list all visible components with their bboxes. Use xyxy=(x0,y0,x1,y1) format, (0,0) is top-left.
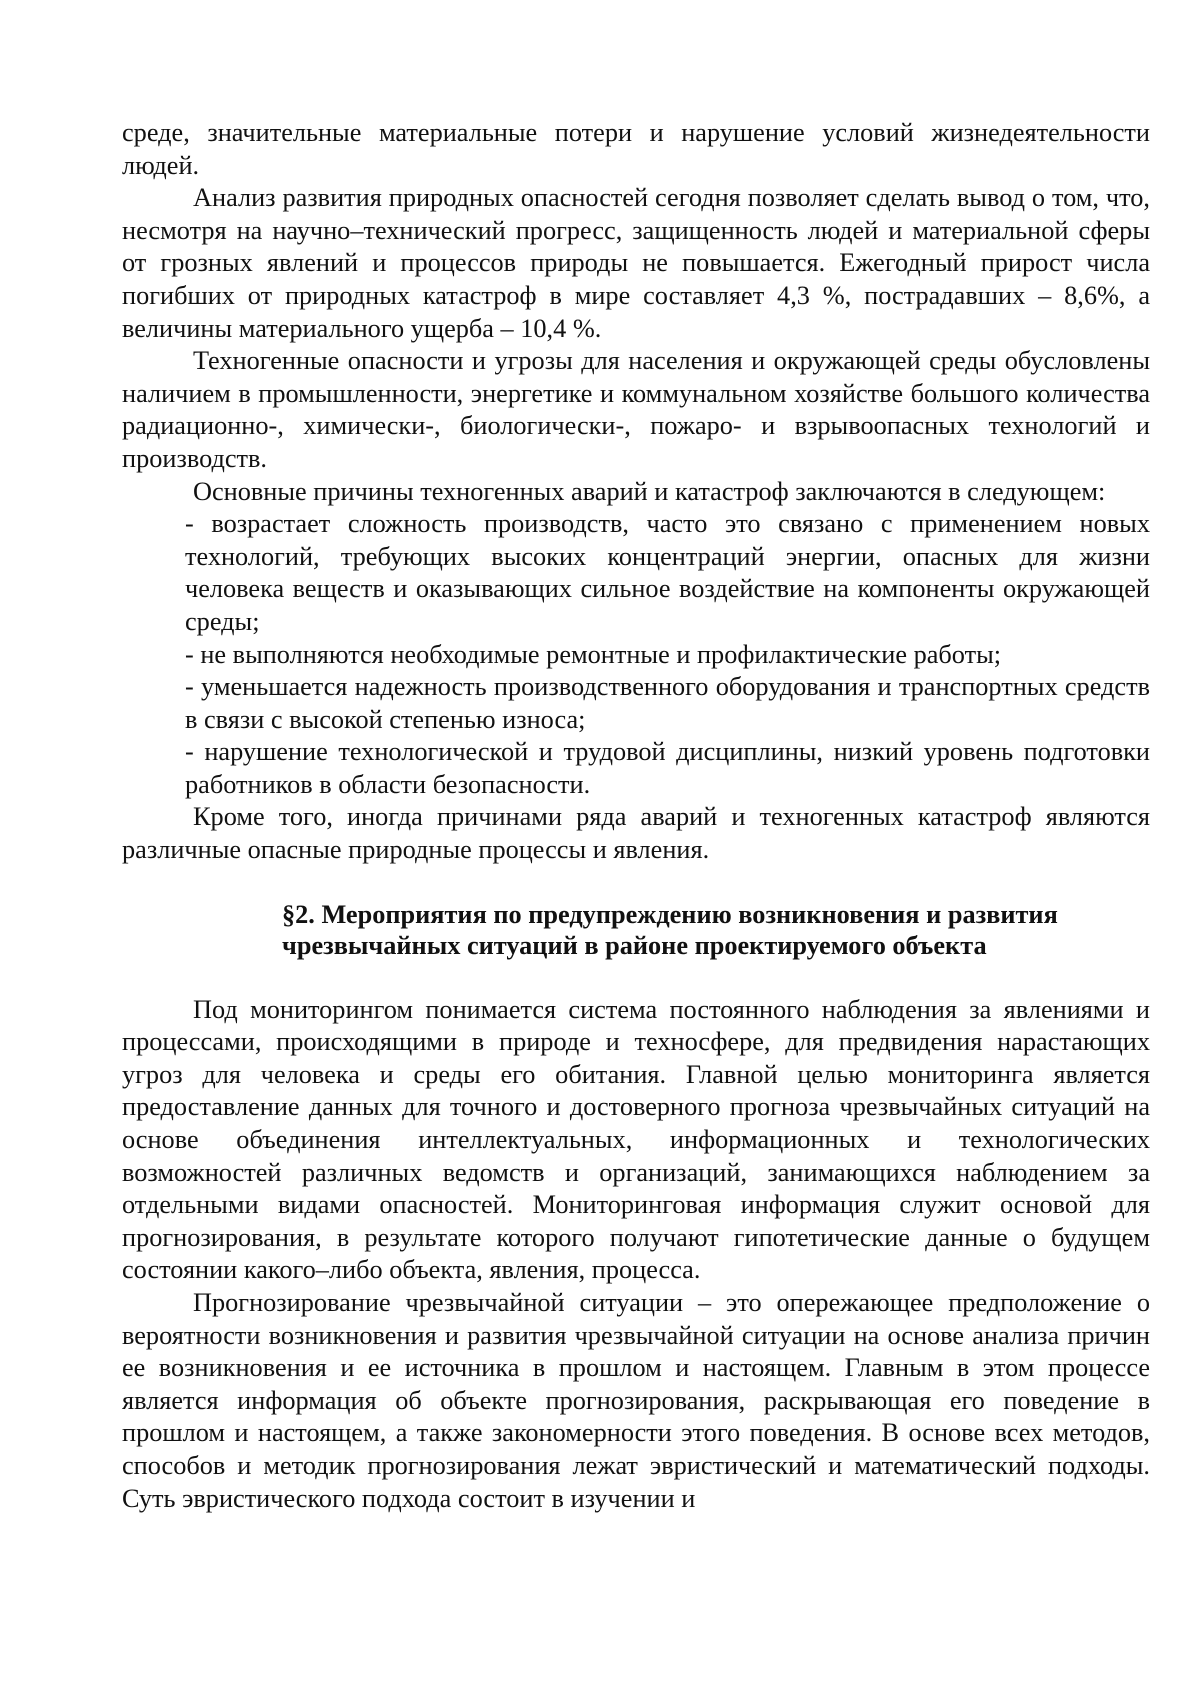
paragraph-forecasting: Прогнозирование чрезвычайной ситуации – это опережающее предположение о вероятности возникновения и развития чрезвычайной ситуации на основе анализа причин ее возникновения и ее источника в прошлом и настоящем. Главным в этом процессе является информация об объекте прогнозирования, раскрывающая его поведение в прошлом и настоящем, а также закономерности этого поведения. В основе всех методов, способов и методик прогнозирования лежат эвристический и математический подходы. Суть эвристического подхода состоит в изучении и xyxy=(122,1288,1150,1513)
list-item-discipline: - нарушение технологической и трудовой дисциплины, низкий уровень подготовки работников в области безопасности. xyxy=(185,737,1150,799)
list-item-reliability: - уменьшается надежность производственного оборудования и транспортных средств в связи с высокой степенью износа; xyxy=(185,672,1150,734)
section-heading-line-2: чрезвычайных ситуаций в районе проектируемого объекта xyxy=(282,930,987,960)
paragraph-natural-causes: Кроме того, иногда причинами ряда аварий и техногенных катастроф являются различные опасные природные процессы и явления. xyxy=(122,802,1150,865)
paragraph-monitoring: Под мониторингом понимается система постоянного наблюдения за явлениями и процессами, происходящими в природе и техносфере, для предвидения нарастающих угроз для человека и среды его обитания. Главной целью мониторинга является предоставление данных для точного и достоверного прогноза чрезвычайных ситуаций на основе объединения интеллектуальных, информационных и технологических возможностей различных ведомств и организаций, занимающихся наблюдением за отдельными видами опасностей. Мониторинговая информация служит основой для прогнозирования, в результате которого получают гипотетические данные о будущем состоянии какого–либо объекта, явления, процесса. xyxy=(122,994,1150,1285)
document-page xyxy=(122,117,1150,1515)
paragraph-natural-hazards: Анализ развития природных опасностей сегодня позволяет сделать вывод о том, что, несмотря на научно–технический прогресс, защищенность людей и материальной сферы от грозных явлений и процессов природы не повышается. Ежегодный прирост числа погибших от природных катастроф в мире составляет 4,3 %, пострадавших – 8,6%, а величины материального ущерба – 10,4 %. xyxy=(122,183,1150,343)
paragraph-main-causes: Основные причины техногенных аварий и катастроф заключаются в следующем: xyxy=(193,476,1106,506)
list-item-complexity: - возрастает сложность производств, часто это связано с применением новых технологий, требующих высоких концентраций энергии, опасных для жизни человека веществ и оказывающих сильное воздействие на компоненты окружающей среды; xyxy=(185,509,1150,636)
paragraph-continuation: среде, значительные материальные потери и нарушение условий жизнедеятельности людей. xyxy=(122,118,1150,180)
section-heading xyxy=(122,899,1150,961)
section-heading-line-1: §2. Мероприятия по предупреждению возникновения и развития xyxy=(282,899,1058,929)
list-item-maintenance: - не выполняются необходимые ремонтные и профилактические работы; xyxy=(185,639,1002,669)
paragraph-technogenic-hazards: Техногенные опасности и угрозы для населения и окружающей среды обусловлены наличием в промышленности, энергетике и коммунальном хозяйстве большого количества радиационно-, химически-, биологически-, пожаро- и взрывоопасных технологий и производств. xyxy=(122,346,1150,473)
